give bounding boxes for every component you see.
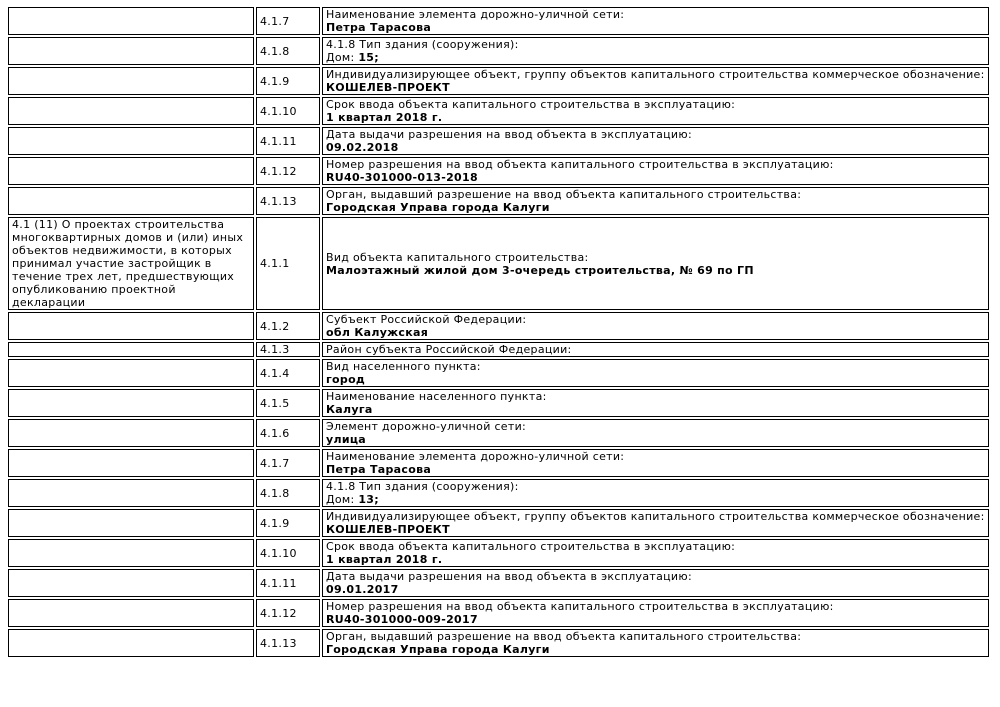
- code-cell: [256, 342, 320, 357]
- code-cell: [256, 127, 320, 155]
- row-code: 4.1.11: [260, 576, 297, 590]
- table-row: [8, 599, 989, 627]
- section-cell: [8, 449, 254, 477]
- table-row: [8, 67, 989, 95]
- content-cell: [322, 479, 989, 507]
- field-label: Элемент дорожно-уличной сети:: [326, 420, 527, 433]
- field-value: город: [326, 373, 366, 386]
- table-row: [8, 629, 989, 657]
- table-row: [8, 342, 989, 357]
- field-value: 09.01.2017: [326, 583, 399, 596]
- content-cell: [322, 97, 989, 125]
- field-label: Индивидуализирующее объект, группу объектов капитального строительства коммерческое обозначение:: [326, 510, 985, 523]
- content-cell: [322, 359, 989, 387]
- content-cell: [322, 629, 989, 657]
- field-value: КОШЕЛЕВ-ПРОЕКТ: [326, 523, 450, 536]
- row-code: 4.1.13: [260, 636, 297, 650]
- field-label: Индивидуализирующее объект, группу объектов капитального строительства коммерческое обозначение:: [326, 68, 985, 81]
- content-cell: [322, 67, 989, 95]
- field-label: 4.1.8 Тип здания (сооружения):: [326, 38, 519, 51]
- section-cell: [8, 187, 254, 215]
- code-cell: [256, 419, 320, 447]
- table-row: [8, 509, 989, 537]
- table-row: [8, 37, 989, 65]
- row-code: 4.1.12: [260, 164, 297, 178]
- value-line: [326, 141, 985, 154]
- field-label: Дата выдачи разрешения на ввод объекта в эксплуатацию:: [326, 128, 692, 141]
- value-line: [326, 201, 985, 214]
- value-line: [326, 171, 985, 184]
- content-cell: [322, 419, 989, 447]
- row-code: 4.1.10: [260, 104, 297, 118]
- field-label: Наименование элемента дорожно-уличной сети:: [326, 8, 625, 21]
- content-cell: [322, 312, 989, 340]
- section-cell: [8, 127, 254, 155]
- field-value: 1 квартал 2018 г.: [326, 111, 443, 124]
- field-value: Городская Управа города Калуги: [326, 201, 550, 214]
- content-cell: [322, 342, 989, 357]
- field-value: Петра Тарасова: [326, 21, 432, 34]
- value-line: [326, 326, 985, 339]
- code-cell: [256, 7, 320, 35]
- table-row: [8, 312, 989, 340]
- field-value: обл Калужская: [326, 326, 429, 339]
- section-cell: [8, 7, 254, 35]
- content-cell: [322, 599, 989, 627]
- value-line: [326, 553, 985, 566]
- section-cell: [8, 389, 254, 417]
- row-code: 4.1.4: [260, 366, 290, 380]
- field-value: Калуга: [326, 403, 373, 416]
- section-cell: [8, 569, 254, 597]
- section-cell: [8, 359, 254, 387]
- table-row: [8, 479, 989, 507]
- code-cell: [256, 479, 320, 507]
- row-code: 4.1.8: [260, 44, 290, 58]
- table-row: [8, 97, 989, 125]
- content-cell: [322, 37, 989, 65]
- content-cell: [322, 449, 989, 477]
- table-row: [8, 157, 989, 185]
- field-label: Номер разрешения на ввод объекта капитального строительства в эксплуатацию:: [326, 600, 834, 613]
- value-line: [326, 523, 985, 536]
- code-cell: [256, 157, 320, 185]
- field-value: Малоэтажный жилой дом 3-очередь строительства, № 69 по ГП: [326, 263, 754, 277]
- field-label: Орган, выдавший разрешение на ввод объекта капитального строительства:: [326, 630, 802, 643]
- code-cell: [256, 187, 320, 215]
- field-value: 1 квартал 2018 г.: [326, 553, 443, 566]
- section-cell: [8, 342, 254, 357]
- content-cell: [322, 7, 989, 35]
- value-line: [326, 264, 985, 277]
- section-cell: [8, 97, 254, 125]
- code-cell: [256, 569, 320, 597]
- content-cell: [322, 569, 989, 597]
- value-prefix: Дом:: [326, 51, 359, 64]
- table-row: [8, 419, 989, 447]
- table-row: [8, 127, 989, 155]
- row-code: 4.1.7: [260, 456, 290, 470]
- content-cell: [322, 157, 989, 185]
- field-label: Район субъекта Российской Федерации:: [326, 343, 572, 356]
- code-cell: [256, 312, 320, 340]
- field-label: Вид населенного пункта:: [326, 360, 481, 373]
- section-text: 4.1 (11) О проектах строительства многоквартирных домов и (или) иных объектов недвижимости, в которых принимал участие застройщик в течение трех лет, предшествующих опубликованию проектной декларации: [12, 218, 244, 309]
- field-label: Наименование элемента дорожно-уличной сети:: [326, 450, 625, 463]
- section-cell: [8, 419, 254, 447]
- field-label: Орган, выдавший разрешение на ввод объекта капитального строительства:: [326, 188, 802, 201]
- field-value: RU40-301000-009-2017: [326, 613, 478, 626]
- field-value: RU40-301000-013-2018: [326, 171, 478, 184]
- value-line: [326, 493, 985, 506]
- field-label: Срок ввода объекта капитального строительства в эксплуатацию:: [326, 540, 736, 553]
- value-line: [326, 111, 985, 124]
- row-code: 4.1.5: [260, 396, 290, 410]
- field-value: 09.02.2018: [326, 141, 399, 154]
- content-cell: [322, 509, 989, 537]
- code-cell: [256, 629, 320, 657]
- field-value: 13;: [358, 493, 379, 506]
- row-code: 4.1.9: [260, 74, 290, 88]
- row-code: 4.1.8: [260, 486, 290, 500]
- section-cell: [8, 539, 254, 567]
- table-row: [8, 389, 989, 417]
- section-cell: [8, 479, 254, 507]
- row-code: 4.1.11: [260, 134, 297, 148]
- section-cell: [8, 157, 254, 185]
- value-line: [326, 643, 985, 656]
- table-row: [8, 217, 989, 310]
- field-value: 15;: [358, 51, 379, 64]
- section-cell: [8, 599, 254, 627]
- value-line: [326, 613, 985, 626]
- row-code: 4.1.9: [260, 516, 290, 530]
- table-row: [8, 187, 989, 215]
- field-value: Городская Управа города Калуги: [326, 643, 550, 656]
- value-line: [326, 433, 985, 446]
- section-cell: [8, 629, 254, 657]
- field-value: Петра Тарасова: [326, 463, 432, 476]
- section-cell: [8, 37, 254, 65]
- table-row: [8, 569, 989, 597]
- value-line: [326, 81, 985, 94]
- section-cell: [8, 312, 254, 340]
- field-value: улица: [326, 433, 367, 446]
- row-code: 4.1.2: [260, 319, 290, 333]
- value-line: [326, 21, 985, 34]
- row-code: 4.1.3: [260, 343, 290, 356]
- field-value: КОШЕЛЕВ-ПРОЕКТ: [326, 81, 450, 94]
- code-cell: [256, 599, 320, 627]
- field-label: Наименование населенного пункта:: [326, 390, 547, 403]
- content-cell: [322, 187, 989, 215]
- table-row: [8, 359, 989, 387]
- section-cell: [8, 509, 254, 537]
- field-label: Срок ввода объекта капитального строительства в эксплуатацию:: [326, 98, 736, 111]
- field-label: Субъект Российской Федерации:: [326, 313, 527, 326]
- value-line: [326, 583, 985, 596]
- row-code: 4.1.10: [260, 546, 297, 560]
- code-cell: [256, 37, 320, 65]
- value-prefix: Дом:: [326, 493, 359, 506]
- value-line: [326, 51, 985, 64]
- table-row: [8, 449, 989, 477]
- content-cell: [322, 217, 989, 310]
- field-label: Дата выдачи разрешения на ввод объекта в эксплуатацию:: [326, 570, 692, 583]
- content-cell: [322, 127, 989, 155]
- row-code: 4.1.13: [260, 194, 297, 208]
- code-cell: [256, 97, 320, 125]
- declaration-table-body: [8, 7, 989, 657]
- value-line: [326, 463, 985, 476]
- value-line: [326, 403, 985, 416]
- row-code: 4.1.1: [260, 257, 290, 270]
- row-code: 4.1.7: [260, 14, 290, 28]
- table-row: [8, 539, 989, 567]
- row-code: 4.1.6: [260, 426, 290, 440]
- code-cell: [256, 539, 320, 567]
- field-label: 4.1.8 Тип здания (сооружения):: [326, 480, 519, 493]
- code-cell: [256, 217, 320, 310]
- content-cell: [322, 389, 989, 417]
- code-cell: [256, 359, 320, 387]
- declaration-table: [6, 5, 991, 659]
- content-cell: [322, 539, 989, 567]
- value-line: [326, 373, 985, 386]
- section-cell: [8, 217, 254, 310]
- code-cell: [256, 449, 320, 477]
- table-row: [8, 7, 989, 35]
- code-cell: [256, 389, 320, 417]
- row-code: 4.1.12: [260, 606, 297, 620]
- code-cell: [256, 67, 320, 95]
- field-label: Номер разрешения на ввод объекта капитального строительства в эксплуатацию:: [326, 158, 834, 171]
- field-label: Вид объекта капитального строительства:: [326, 250, 589, 264]
- code-cell: [256, 509, 320, 537]
- section-cell: [8, 67, 254, 95]
